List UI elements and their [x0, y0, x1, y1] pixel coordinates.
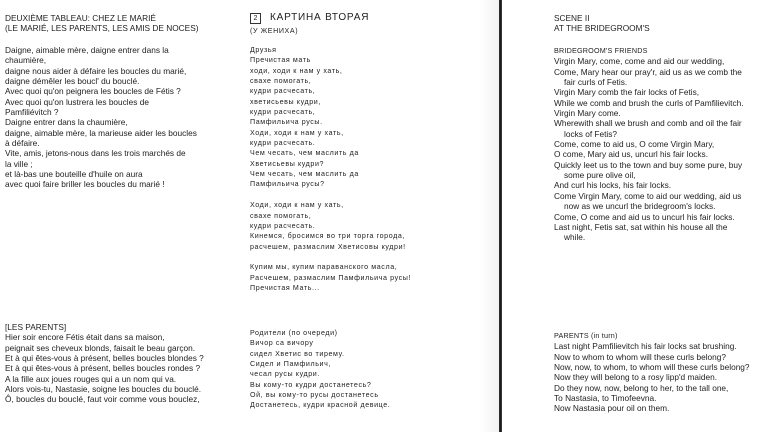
verse-line: la ville ;: [5, 158, 33, 169]
verse-line: Come, come to aid us, O come Virgin Mary,: [554, 139, 715, 150]
verse-line: Et à qui êtes-vous à présent, belles boucles rondes ?: [5, 363, 201, 374]
verse-line: And curl his locks, his fair locks.: [554, 180, 672, 191]
verse-line: чесал русы кудри.: [250, 370, 320, 379]
verse-line: Virgin Mary, come, come and aid our wedding,: [554, 56, 725, 67]
verse-line: свахе помогать,: [250, 211, 312, 220]
verse-line: Вичор са вичору: [250, 339, 314, 348]
verse-line: Pamfiliévitch ?: [5, 107, 59, 118]
verse-line: Now Nastasia pour oil on them.: [554, 403, 670, 414]
verse-line: Virgin Mary comb the fair locks of Fetis,: [554, 87, 700, 98]
verse-line: locks of Fetis?: [564, 128, 618, 139]
verse-line: Расчешем, размаслим Памфильича русы!: [250, 273, 412, 282]
verse-line: Друзья: [250, 46, 277, 54]
verse-line: Кинемся, бросимся во три торга города,: [250, 232, 405, 241]
verse-line: Купим мы, купим параванского масла,: [250, 263, 398, 272]
verse-line: [LES PARENTS]: [5, 322, 67, 332]
french-stanza-1: [5, 45, 197, 190]
verse-line: Alors vois-tu, Nastasie, soigne les boucles du bouclé.: [5, 384, 202, 395]
verse-line: кудри расчесать,: [250, 108, 316, 117]
english-heading-line: AT THE BRIDEGROOM'S: [554, 23, 650, 34]
verse-line: Come Virgin Mary, come to aid our wedding, aid us: [554, 190, 742, 201]
verse-line: Памфильича русы.: [250, 118, 323, 127]
russian-stanza-2: [250, 328, 390, 411]
verse-line: daigne, aimable mère, la marieuse aider les boucles: [5, 127, 197, 138]
verse-line: Daigne entrer dans la chaumière,: [5, 117, 128, 128]
french-heading-line: DEUXIÈME TABLEAU: CHEZ LE MARIÉ: [5, 13, 156, 23]
verse-line: Et à qui êtes-vous à présent, belles boucles blondes ?: [5, 353, 204, 364]
verse-line: Родители (по очереди): [250, 329, 338, 337]
verse-line: хветисьевы кудри,: [250, 97, 321, 106]
verse-line: Now they will belong to a rosy lipp'd maiden.: [554, 372, 717, 383]
verse-line: daigne démêler les boucl' du bouclé.: [5, 76, 140, 87]
verse-line: O come, Mary aid us, uncurl his fair locks.: [554, 149, 709, 160]
french-heading-line: (LE MARIÉ, LES PARENTS, LES AMIS DE NOCES): [5, 23, 199, 34]
verse-line: Last night Pamfilievitch his fair locks sat brushing.: [554, 341, 737, 352]
verse-line: кудри расчесать.: [250, 221, 316, 230]
verse-line: Last night, Fetis sat, sat within his house all the: [554, 221, 728, 232]
russian-title: КАРТИНА ВТОРАЯ: [270, 12, 370, 23]
english-heading-line: SCENE II: [554, 13, 590, 23]
french-heading: [5, 13, 199, 34]
verse-line: Hier soir encore Fétis était dans sa maison,: [5, 332, 165, 343]
speaker-label: BRIDEGROOM'S FRIENDS: [554, 46, 648, 55]
verse-line: Чем чесать, чем маслить да: [250, 149, 359, 158]
verse-line: Do they now, now, belong to her, to the tall one,: [554, 382, 729, 393]
verse-line: кудри расчесать,: [250, 87, 316, 96]
verse-line: chaumière,: [5, 55, 47, 66]
verse-line: сидел Хветис во тирему.: [250, 349, 345, 358]
verse-line: While we comb and brush the curls of Pamfilievitch.: [554, 97, 744, 108]
verse-line: Ходи, ходи к нам у хать,: [250, 201, 344, 210]
speaker-label: PARENTS (in turn): [554, 331, 618, 340]
english-stanza-2: [554, 331, 750, 414]
book-spine: [499, 0, 502, 432]
verse-line: Ô, boucles du bouclé, faut voir comme vous bouclez,: [5, 394, 200, 405]
verse-line: Ой, вы кому-то русы достанетесь: [250, 391, 379, 400]
russian-subtitle: (У ЖЕНИХА): [250, 27, 299, 35]
verse-line: Пречистая мать: [250, 56, 311, 65]
verse-line: Virgin Mary come.: [554, 108, 621, 119]
verse-line: et là-bas une bouteille d'huile on aura: [5, 169, 143, 180]
verse-line: расчешем, размаслим Хветисовы кудри!: [250, 242, 406, 251]
verse-line: A la fille aux joues rouges qui a un nom qui va.: [5, 373, 177, 384]
verse-line: Now to whom to whom will these curls belong?: [554, 351, 727, 362]
verse-line: кудри расчесать.: [250, 139, 316, 148]
verse-line: ходи, ходи к нам у хать,: [250, 66, 343, 75]
verse-line: Пречистая Мать...: [250, 283, 320, 292]
verse-line: Come, O come and aid us to uncurl his fair locks.: [554, 211, 735, 222]
stanza-gap: [250, 252, 411, 262]
verse-line: Come, Mary hear our pray'r, aid us as we comb the: [554, 66, 742, 77]
verse-line: To Nastasia, to Timofeevna.: [554, 393, 657, 404]
verse-line: Vite, amis, jetons-nous dans les trois marchés de: [5, 148, 186, 159]
verse-line: Ходи, ходи к нам у хать,: [250, 128, 344, 137]
verse-line: Хветисьевы кудри?: [250, 159, 325, 168]
russian-stanza-1: [250, 45, 411, 293]
verse-line: some pure olive oil,: [564, 170, 636, 181]
verse-line: Wherewith shall we brush and comb and oil the fair: [554, 118, 742, 129]
english-stanza-1: [554, 46, 744, 243]
verse-line: Now, now, to whom, to whom will these curls belong?: [554, 362, 750, 373]
verse-line: Avec quoi qu'on peignera les boucles de Fétis ?: [5, 86, 181, 97]
french-stanza-2: [5, 322, 204, 405]
english-heading: [554, 13, 650, 34]
russian-heading: [250, 12, 369, 24]
verse-line: fair curls of Fetis.: [564, 77, 628, 88]
verse-line: daigne nous aider à défaire les boucles du marié,: [5, 65, 187, 76]
verse-line: peignait ses cheveux blonds, faisait le beau garçon.: [5, 342, 196, 353]
verse-line: à défaire.: [5, 138, 40, 149]
page-number: 2: [250, 13, 261, 24]
book-gutter-shadow: [480, 0, 499, 432]
verse-line: Достанетесь, кудри красной девице.: [250, 401, 391, 410]
verse-line: Quickly leet us to the town and buy some pure, buy: [554, 159, 743, 170]
verse-line: Вы кому-то кудри достанетесь?: [250, 380, 372, 389]
verse-line: now as we uncurl the bridegroom's locks.: [564, 201, 716, 212]
verse-line: Avec quoi qu'on lustrera les boucles de: [5, 96, 149, 107]
verse-line: свахе помогать,: [250, 77, 312, 86]
verse-line: Чем чесать, чем маслить да: [250, 170, 359, 179]
verse-line: avec quoi faire briller les boucles du marié !: [5, 179, 165, 190]
stanza-gap: [250, 190, 411, 200]
verse-line: Сидел и Памфильич,: [250, 360, 331, 369]
verse-line: Памфильича русы?: [250, 180, 325, 189]
verse-line: while.: [564, 232, 586, 243]
verse-line: Daigne, aimable mère, daigne entrer dans la: [5, 45, 169, 55]
